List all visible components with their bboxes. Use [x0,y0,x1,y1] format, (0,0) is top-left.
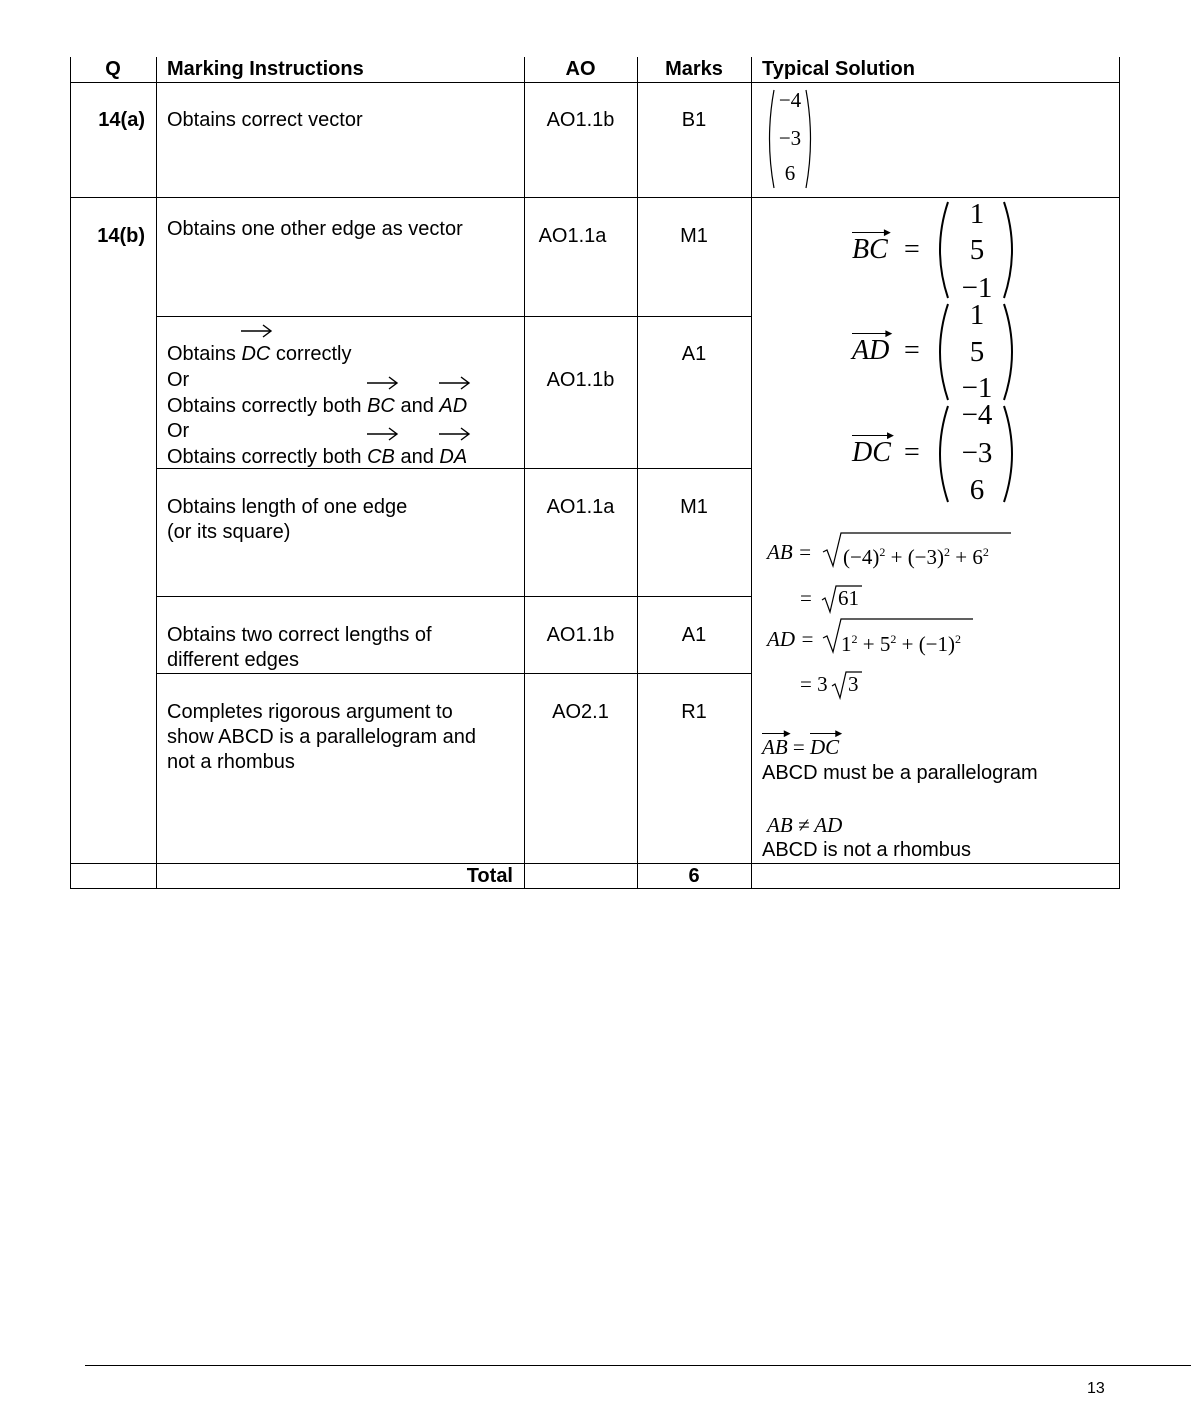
mark-code: A1 [681,624,707,646]
vector-entry: 6 [784,161,796,185]
solution-bc [850,198,1020,304]
equals-sign: = [904,234,920,265]
instruction-text: Obtains [167,343,242,365]
instruction-text: and [394,446,440,468]
marking-instruction: Or [167,369,190,391]
marking-instruction: show ABCD is a parallelogram and [167,726,477,748]
vector-bc [367,394,395,419]
ao-code: AO1.1b [546,369,615,391]
header-marks: Marks [665,58,723,80]
total-label: Total [466,865,513,887]
vector-label: ▶ AD [852,328,893,366]
radicand: 3 [848,672,859,696]
radicand: $1^2 + 5^2 + (-1)^2$ [841,632,962,656]
vector-label: ▶ DC [852,430,894,468]
mark-code: R1 [681,701,707,723]
equation-lhs: AD = [767,627,815,651]
ab-result [800,582,900,614]
vector-answer-a [762,86,822,192]
vector-entry: −3 [778,126,802,150]
arrow-icon [239,323,275,339]
equals-sign: = [904,437,920,468]
ad-length [765,614,985,654]
vector-label: CB [367,446,395,468]
marking-instruction: Obtains length of one edge [167,496,408,518]
arrow-icon [365,375,401,391]
arrow-icon [437,375,473,391]
ao-code: AO2.1 [552,701,609,723]
vector-label: BC [367,395,395,417]
radicand: $(-4)^2 + (-3)^2 + 6^2$ [843,545,989,569]
vector-entry: −1 [961,372,993,404]
table-line [70,82,1120,83]
marking-instruction: different edges [167,649,299,671]
vector-dc [241,342,270,367]
vector-entry: 5 [969,336,985,368]
page-number: 13 [1087,1380,1105,1397]
solution-dc [850,399,1020,506]
mark-code: B1 [681,109,707,131]
instruction-text: and [394,395,440,417]
vector-cb [367,445,395,470]
table-line [156,596,751,597]
ab-length [765,528,1025,568]
instruction-text: Obtains correctly both [167,446,368,468]
mark-code: M1 [680,496,708,518]
table-line [751,57,752,889]
marking-instruction: not a rhombus [167,751,295,773]
header-q: Q [105,58,121,80]
arrow-icon [365,426,401,442]
mark-code: M1 [680,225,708,247]
vector-ad [439,394,467,419]
vector-label: AD [439,395,468,417]
vector-entry: 6 [969,474,985,506]
table-line [637,57,638,889]
vector-label: DC [241,343,271,365]
mark-code: A1 [681,343,707,365]
marking-instruction [167,394,467,419]
equation-result: = 3 [800,672,828,696]
marking-instruction: Or [167,420,190,442]
marking-instruction: Obtains correct vector [167,109,363,131]
vector-entry: −3 [961,437,993,469]
vector-da [439,445,467,470]
marking-instruction: (or its square) [167,521,291,543]
footer-rule [85,1365,1191,1366]
vector-entry: 1 [969,299,985,331]
table-line [156,57,157,889]
conclusion-parallelogram: ABCD must be a parallelogram [762,762,1038,784]
ao-code: AO1.1a [546,496,615,518]
vector-entry: −4 [961,399,993,431]
total-marks: 6 [688,865,700,887]
instruction-text: Obtains correctly both [167,395,368,417]
marking-instruction [167,342,352,367]
conclusion-rhombus: ABCD is not a rhombus [762,839,971,861]
header-instructions: Marking Instructions [167,58,364,80]
question-number: 14(b) [97,225,145,247]
marking-instruction: Obtains two correct lengths of [167,624,432,646]
header-ao: AO [565,58,596,80]
solution-ad [850,299,1020,404]
vector-entry: −4 [778,88,802,112]
table-line [524,57,525,889]
ao-code: AO1.1a [538,225,607,247]
instruction-text: correctly [270,343,352,365]
table-line [156,316,751,317]
equation-lhs: AB = [767,540,813,564]
table-line [70,57,71,889]
table-line [1119,57,1120,889]
ao-code: AO1.1b [546,109,615,131]
header-solution: Typical Solution [762,58,915,80]
marking-instruction: Obtains one other edge as vector [167,218,463,240]
marking-instruction: Completes rigorous argument to [167,701,453,723]
vector-entry: −1 [961,272,993,304]
arrow-icon [437,426,473,442]
radicand: 61 [838,586,859,610]
ao-code: AO1.1b [546,624,615,646]
vector-entry: 1 [969,198,985,230]
equals-sign: = [904,335,920,366]
vector-label: DA [439,446,468,468]
equation-result: = [800,586,812,610]
vector-equality: ▶ AB = ▶ DC [762,728,843,759]
table-line [156,673,751,674]
length-inequality: AB ≠ AD [767,813,843,837]
sqrt-symbol [830,670,864,700]
question-number: 14(a) [98,109,145,131]
marking-instruction [167,445,467,470]
ad-result [800,668,900,700]
vector-label: ▶ BC [852,227,891,265]
vector-entry: 5 [969,234,985,266]
